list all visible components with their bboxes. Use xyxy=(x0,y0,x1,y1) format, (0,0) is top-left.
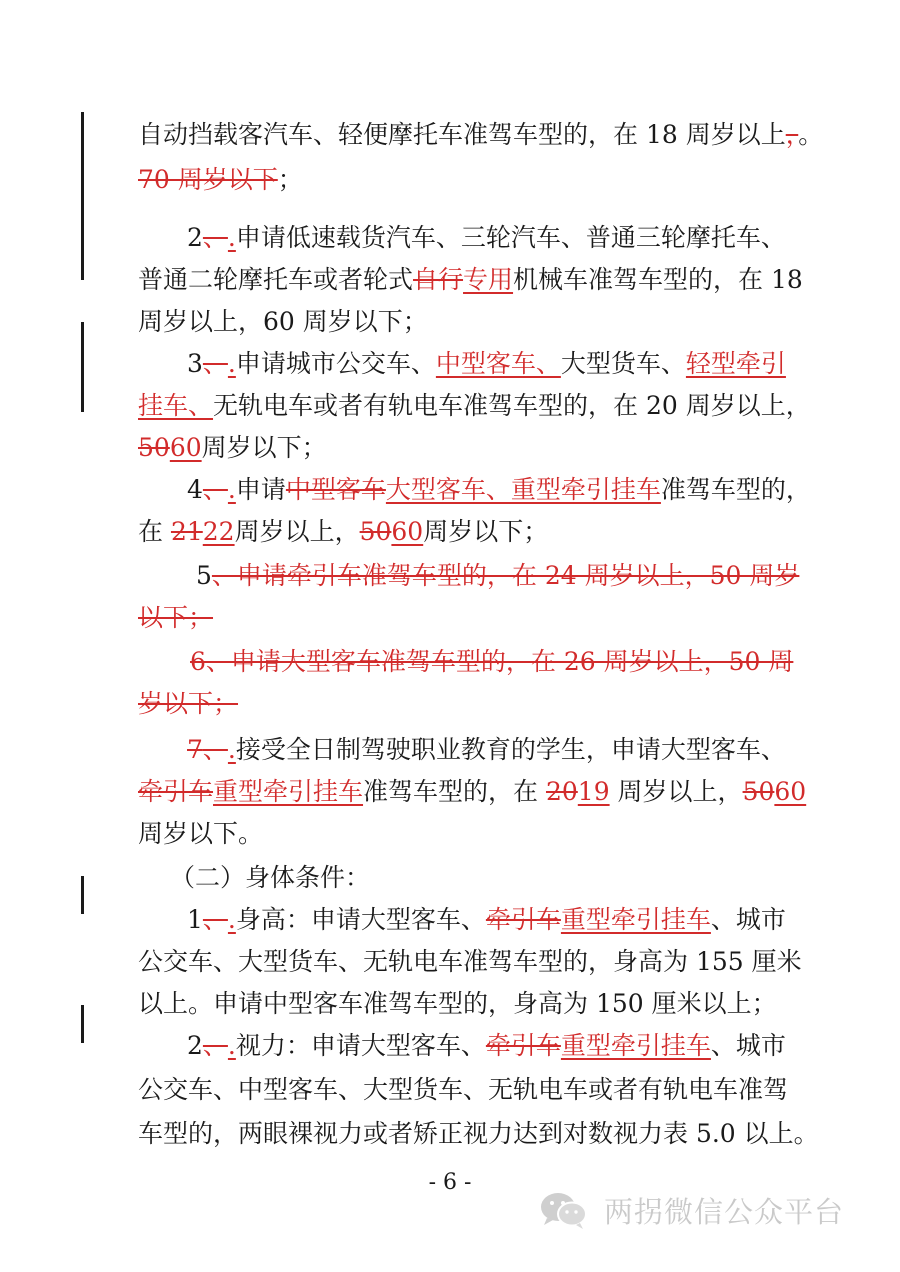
text-run: 大型货车、 xyxy=(560,349,686,378)
text-run: 、城市 xyxy=(710,905,786,934)
deleted-text: 50 xyxy=(359,517,392,546)
deleted-text: 7 xyxy=(187,735,203,764)
text-run: 准驾车型的， xyxy=(660,475,811,504)
revision-bar xyxy=(81,322,84,412)
text-run: 申请 xyxy=(235,475,286,504)
deleted-text: 20 xyxy=(545,777,578,806)
text-run: 周岁以下； xyxy=(423,517,549,546)
text-run: 1 xyxy=(187,905,203,934)
inserted-text: 挂车、 xyxy=(138,391,214,420)
revision-bar xyxy=(81,876,84,914)
text-run: 5 xyxy=(196,561,212,590)
page-number: - 6 - xyxy=(428,1170,472,1195)
deleted-text: 岁以下； xyxy=(138,689,239,718)
inserted-text: 专用 xyxy=(463,265,514,294)
text-line xyxy=(0,900,900,940)
inserted-text: . xyxy=(227,223,236,252)
deleted-text: 以下； xyxy=(138,603,214,632)
text-line xyxy=(0,260,900,300)
text-run: 身高：申请大型客车、 xyxy=(235,905,486,934)
deleted-text: 自行 xyxy=(413,265,464,294)
deleted-text: 50 xyxy=(742,777,775,806)
text-run: 周岁以上， xyxy=(609,777,743,806)
text-run: 在 xyxy=(138,517,171,546)
text-run: 普通二轮摩托车或者轮式 xyxy=(138,265,414,294)
inserted-text: . xyxy=(227,1031,236,1060)
text-run: 、城市 xyxy=(710,1031,786,1060)
deleted-text: 、 xyxy=(202,475,228,504)
deleted-text: 6、申请大型客车准驾车型的，在 26 周岁以上，50 周 xyxy=(190,647,794,676)
watermark-text: 两拐微信公众平台 xyxy=(604,1194,845,1229)
text-run: （二）身体条件： xyxy=(170,863,371,892)
text-run: 公交车、大型货车、无轨电车准驾车型的，身高为 155 厘米 xyxy=(138,947,802,976)
inserted-text: 60 xyxy=(391,517,424,546)
text-run: 无轨电车或者有轨电车准驾车型的，在 20 周岁以上， xyxy=(213,391,811,420)
text-run: 视力：申请大型客车、 xyxy=(235,1031,486,1060)
deleted-text: 牵引车 xyxy=(485,1031,561,1060)
text-run: 申请低速载货汽车、三轮汽车、普通三轮摩托车、 xyxy=(235,223,786,252)
inserted-text: . xyxy=(227,475,236,504)
deleted-text: 、 xyxy=(202,1031,228,1060)
deleted-text: 牵引车 xyxy=(138,777,214,806)
text-run: 4 xyxy=(187,475,203,504)
text-run: 机械车准驾车型的，在 18 xyxy=(513,265,803,294)
text-line xyxy=(0,556,900,596)
text-line xyxy=(0,814,900,854)
text-run: 周岁以上，60 周岁以下； xyxy=(138,307,428,336)
text-line xyxy=(0,942,900,982)
text-run: ； xyxy=(277,165,303,194)
text-run: 自动挡载客汽车、轻便摩托车准驾车型的，在 18 周岁以上 xyxy=(138,120,786,149)
inserted-text: . xyxy=(227,735,236,764)
inserted-text: 轻型牵引 xyxy=(685,349,786,378)
deleted-text: 、 xyxy=(202,223,228,252)
text-run: 3 xyxy=(187,349,203,378)
text-line xyxy=(0,115,900,155)
text-line xyxy=(0,642,900,682)
text-line xyxy=(0,1114,900,1154)
text-line xyxy=(0,160,900,200)
deleted-text: 中型客车 xyxy=(285,475,386,504)
text-line xyxy=(0,344,900,384)
inserted-text: 重型牵引挂车 xyxy=(560,905,711,934)
deleted-text: 21 xyxy=(170,517,203,546)
inserted-text: 大型客车、重型牵引挂车 xyxy=(385,475,661,504)
text-line xyxy=(0,470,900,510)
inserted-text: 重型牵引挂车 xyxy=(560,1031,711,1060)
text-line xyxy=(0,730,900,770)
text-line xyxy=(0,218,900,258)
text-line xyxy=(0,984,900,1024)
deleted-text: ， xyxy=(785,120,799,149)
deleted-text: 、 xyxy=(202,905,228,934)
deleted-text: 牵引车 xyxy=(485,905,561,934)
text-line xyxy=(0,428,900,468)
watermark xyxy=(538,1188,844,1232)
text-run: 车型的，两眼裸视力或者矫正视力达到对数视力表 5.0 以上。 xyxy=(138,1119,819,1148)
text-line xyxy=(0,1026,900,1066)
text-line xyxy=(0,684,900,724)
text-run: 申请城市公交车、 xyxy=(235,349,436,378)
inserted-text: 60 xyxy=(774,777,807,806)
text-run: 周岁以下。 xyxy=(138,819,264,848)
text-line xyxy=(0,302,900,342)
text-line xyxy=(0,1070,900,1110)
revision-bar xyxy=(81,112,84,280)
text-line xyxy=(0,598,900,638)
deleted-text: 70 周岁以下 xyxy=(138,165,278,194)
deleted-text: 、 xyxy=(202,735,228,764)
text-run: 周岁以下； xyxy=(201,433,327,462)
inserted-text: . xyxy=(227,905,236,934)
wechat-icon xyxy=(538,1190,590,1230)
text-run: 周岁以上， xyxy=(234,517,360,546)
text-run: 2 xyxy=(187,223,203,252)
text-run: 以上。申请中型客车准驾车型的，身高为 150 厘米以上； xyxy=(138,989,777,1018)
deleted-text: 50 xyxy=(138,433,170,462)
text-run: 公交车、中型客车、大型货车、无轨电车或者有轨电车准驾 xyxy=(138,1075,789,1104)
inserted-text: 19 xyxy=(577,777,610,806)
text-run: 准驾车型的，在 xyxy=(363,777,546,806)
deleted-text: 、申请牵引车准驾车型的，在 24 周岁以上，50 周岁 xyxy=(211,561,800,590)
text-line xyxy=(0,386,900,426)
text-line xyxy=(0,772,900,812)
inserted-text: 中型客车、 xyxy=(435,349,561,378)
text-run: 。 xyxy=(798,120,824,149)
inserted-text: 重型牵引挂车 xyxy=(213,777,364,806)
revision-bar xyxy=(81,1005,84,1043)
text-run: 接受全日制驾驶职业教育的学生，申请大型客车、 xyxy=(235,735,786,764)
deleted-text: 、 xyxy=(202,349,228,378)
inserted-text: 60 xyxy=(169,433,202,462)
inserted-text: . xyxy=(227,349,236,378)
text-run: 2 xyxy=(187,1031,203,1060)
text-line xyxy=(0,512,900,552)
text-line xyxy=(0,858,900,898)
inserted-text: 22 xyxy=(202,517,235,546)
